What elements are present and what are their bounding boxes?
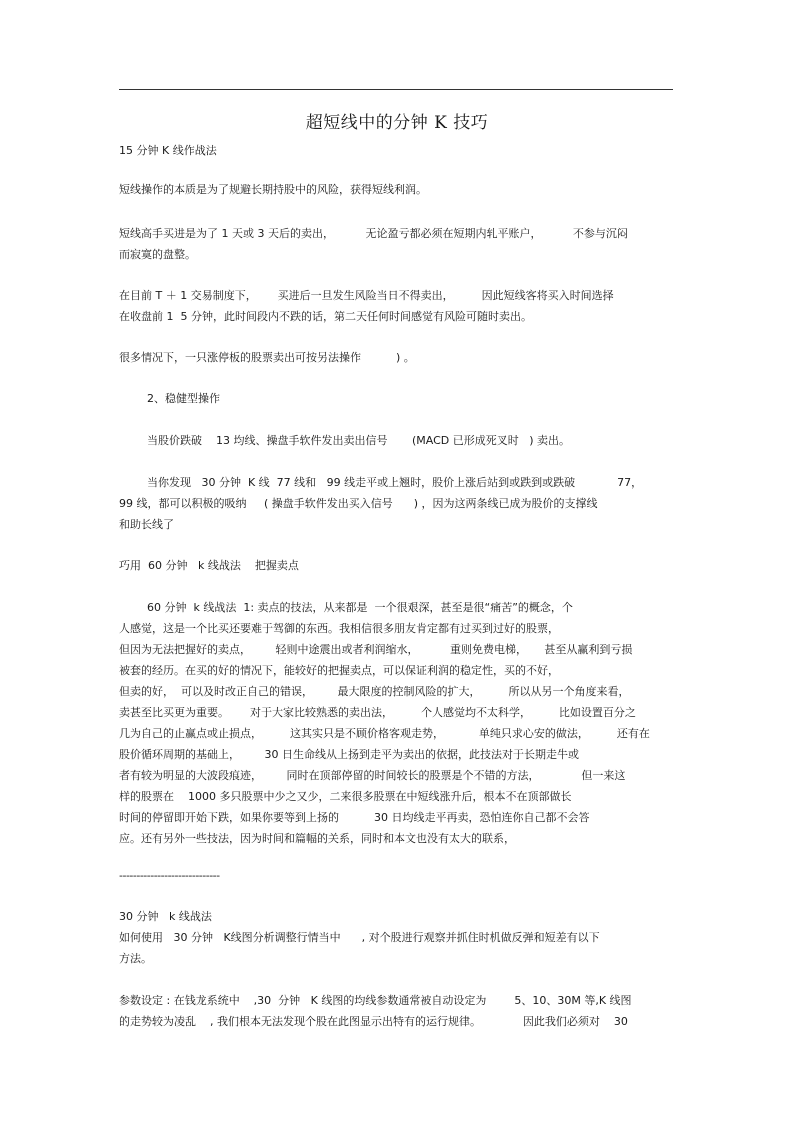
paragraph-line: 几为自己的止赢点或止损点， 这其实只是不顾价格客观走势， 单纯只求心安的做法， 还有在 <box>119 727 650 740</box>
paragraph-line: 在收盘前 1 5 分钟，此时间段内不跌的话，第二天任何时间感觉有风险可随时卖出。 <box>119 310 532 323</box>
paragraph-line: 和助长线了 <box>119 518 174 531</box>
section-heading: 巧用 60 分钟 k 线战法 把握卖点 <box>119 559 299 572</box>
paragraph-line: 但卖的好， 可以及时改正自己的错误， 最大限度的控制风险的扩大， 所以从另一个角度来看， <box>119 685 630 698</box>
paragraph: 很多情况下，一只涨停板的股票卖出可按另法操作 ) 。 <box>119 351 415 364</box>
paragraph-line: 的走势较为凌乱 , 我们根本无法发现个股在此图显示出特有的运行规律。 因此我们必须对 30 <box>119 1015 628 1028</box>
paragraph-line: 99 线，都可以积极的吸纳 ( 操盘手软件发出买入信号 ) ，因为这两条线已成为股价的支撑线 <box>119 497 598 510</box>
paragraph-line: 在目前 T ＋ 1 交易制度下， 买进后一旦发生风险当日不得卖出， 因此短线客将买入时间选择 <box>119 289 614 302</box>
paragraph: 当股价跌破 13 均线、操盘手软件发出卖出信号 (MACD 已形成死叉时 ) 卖出。 <box>147 434 570 447</box>
paragraph-line: 60 分钟 k 线战法 1: 卖点的技法，从来都是 一个很艰深，甚至是很“痛苦”的概念，个 <box>147 601 573 614</box>
section-heading: 15 分钟 K 线作战法 <box>119 144 217 157</box>
paragraph-line: 应。还有另外一些技法，因为时间和篇幅的关系，同时和本文也没有太大的联系， <box>119 832 515 845</box>
paragraph-line: 但因为无法把握好的卖点， 轻则中途震出或者利润缩水， 重则免费电梯， 甚至从赢利到亏损 <box>119 643 633 656</box>
subsection-heading: 2、稳健型操作 <box>147 392 220 405</box>
paragraph-line: 如何使用 30 分钟 K线图分析调整行情当中 , 对个股进行观察并抓住时机做反弹和短差有以下 <box>119 931 600 944</box>
paragraph-line: 时间的停留即开始下跌，如果你要等到上扬的 30 日均线走平再卖，恐怕连你自己都不会答 <box>119 811 590 824</box>
paragraph-line: 当你发现 30 分钟 K 线 77 线和 99 线走平或上翘时，股价上涨后站到或跌到或跌破 77， <box>147 476 643 489</box>
paragraph-line: 方法。 <box>119 952 152 965</box>
paragraph-line: 样的股票在 1000 多只股票中少之又少，二来很多股票在中短线涨升后，根本不在顶部做长 <box>119 790 572 803</box>
paragraph-line: 参数设定 : 在钱龙系统中 ,30 分钟 K 线图的均线参数通常被自动设定为 5、10、30M 等,K 线图 <box>119 994 632 1007</box>
paragraph-line: 股价循环周期的基础上， 30 日生命线从上扬到走平为卖出的依据，此技法对于长期走牛或 <box>119 748 579 761</box>
separator-line: ----------------------------- <box>119 869 220 882</box>
paragraph-line: 人感觉，这是一个比买还要难于驾御的东西。我相信很多朋友肯定都有过买到过好的股票， <box>119 622 559 635</box>
paragraph: 短线操作的本质是为了规避长期持股中的风险，获得短线利润。 <box>119 183 427 196</box>
paragraph-line: 卖甚至比买更为重要。 对于大家比较熟悉的卖出法， 个人感觉均不太科学， 比如设置百分之 <box>119 706 636 719</box>
header-rule <box>119 89 673 90</box>
paragraph-line: 而寂寞的盘整。 <box>119 248 196 261</box>
page-title: 超短线中的分钟 K 技巧 <box>305 113 489 133</box>
paragraph-line: 短线高手买进是为了 1 天或 3 天后的卖出， 无论盈亏都必须在短期内轧平账户， 不参与沉闷 <box>119 227 628 240</box>
section-heading: 30 分钟 k 线战法 <box>119 910 212 923</box>
paragraph-line: 者有较为明显的大波段痕迹， 同时在顶部停留的时间较长的股票是个不错的方法， 但一来这 <box>119 769 626 782</box>
paragraph-line: 被套的经历。在买的好的情况下，能较好的把握卖点，可以保证利润的稳定性，买的不好， <box>119 664 559 677</box>
